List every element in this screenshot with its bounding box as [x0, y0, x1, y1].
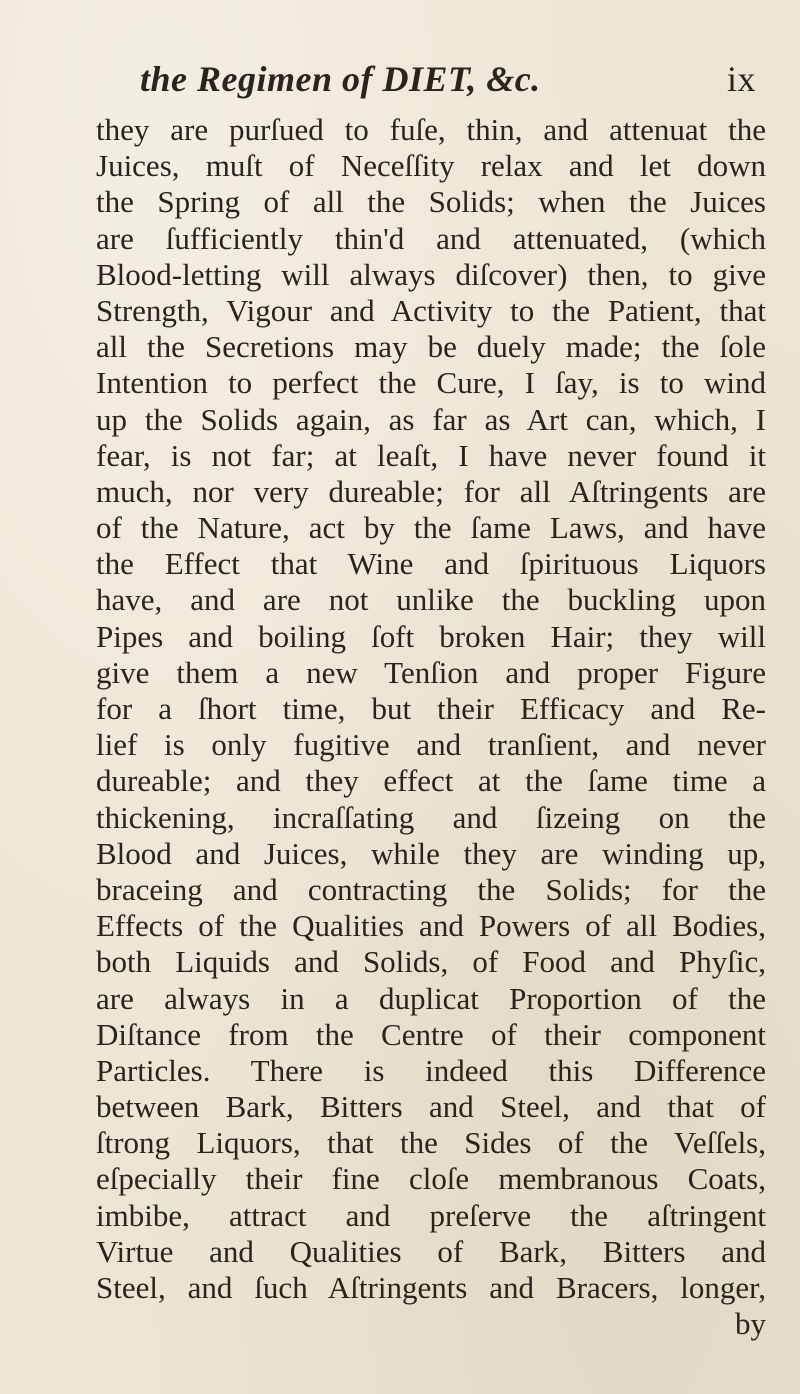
text-line: imbibe, attract and preſerve the aſtringent — [96, 1197, 766, 1233]
text-line: Steel, and ſuch Aſtringents and Bracers, longer, — [96, 1270, 766, 1305]
text-line: both Liquids and Solids, of Food and Phyſic, — [96, 944, 766, 980]
text-line: Intention to perfect the Cure, I ſay, is to wind — [96, 365, 766, 401]
text-line: the Effect that Wine and ſpirituous Liquors — [96, 546, 766, 582]
text-line: thickening, incraſſating and ſizeing on the — [96, 799, 766, 835]
text-line: Virtue and Qualities of Bark, Bitters and — [96, 1233, 766, 1269]
text-line: braceing and contracting the Solids; for the — [96, 871, 766, 907]
text-line: Strength, Vigour and Activity to the Patient, that — [96, 292, 766, 328]
text-line: much, nor very dureable; for all Aſtringents are — [96, 473, 766, 509]
running-header — [140, 58, 760, 118]
text-line: fear, is not far; at leaſt, I have never found it — [96, 437, 766, 473]
text-line: they are purſued to fuſe, thin, and attenuat the — [96, 112, 766, 147]
text-line: lief is only fugitive and tranſient, and never — [96, 727, 766, 763]
text-line: eſpecially their fine cloſe membranous Coats, — [96, 1161, 766, 1197]
text-line: Particles. There is indeed this Difference — [96, 1052, 766, 1088]
page-number: ix — [726, 59, 756, 99]
text-line: Diſtance from the Centre of their component — [96, 1016, 766, 1052]
text-line: dureable; and they effect at the ſame time a — [96, 763, 766, 799]
text-line: between Bark, Bitters and Steel, and that of — [96, 1089, 766, 1125]
text-line: Blood and Juices, while they are winding up, — [96, 835, 766, 871]
text-line: are ſufficiently thin'd and attenuated, (which — [96, 220, 766, 256]
text-line: the Spring of all the Solids; when the Juices — [96, 184, 766, 220]
text-line: up the Solids again, as far as Art can, which, I — [96, 401, 766, 437]
text-line: have, and are not unlike the buckling upon — [96, 582, 766, 618]
running-title: the Regimen of DIET, &c. — [140, 59, 541, 99]
catchword: by — [735, 1306, 766, 1342]
text-line: for a ſhort time, but their Efficacy and Re- — [96, 691, 766, 726]
text-line: of the Nature, act by the ſame Laws, and have — [96, 510, 766, 546]
text-line: Juices, muſt of Neceſſity relax and let down — [96, 148, 766, 184]
text-line: are always in a duplicat Proportion of the — [96, 980, 766, 1016]
text-line: all the Secretions may be duely made; the ſole — [96, 329, 766, 365]
body-text — [96, 112, 766, 1342]
text-line: Effects of the Qualities and Powers of all Bodies, — [96, 908, 766, 944]
text-line: Pipes and boiling ſoft broken Hair; they will — [96, 618, 766, 654]
text-line: ſtrong Liquors, that the Sides of the Veſſels, — [96, 1125, 766, 1161]
text-line: give them a new Tenſion and proper Figure — [96, 654, 766, 690]
text-line: Blood-letting will always diſcover) then, to give — [96, 256, 766, 292]
